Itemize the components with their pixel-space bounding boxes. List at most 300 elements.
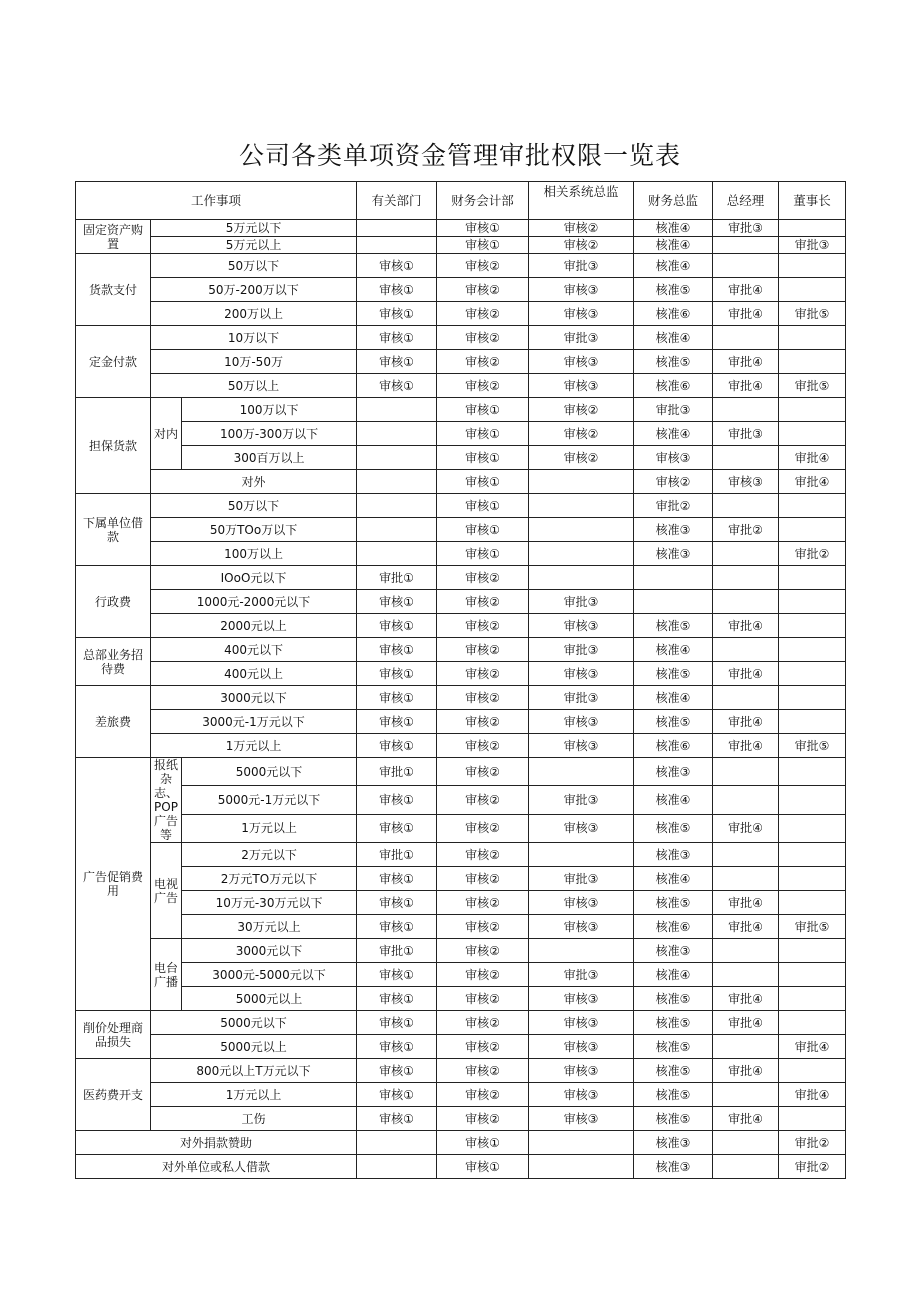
approval-cell	[779, 422, 846, 446]
approval-cell: 审核②	[437, 786, 529, 814]
row-label: 3000元以下	[182, 939, 357, 963]
approval-cell: 审批③	[529, 686, 634, 710]
approval-cell: 核准⑤	[634, 814, 713, 842]
approval-cell: 审核②	[437, 326, 529, 350]
approval-cell	[779, 686, 846, 710]
approval-cell: 审批③	[634, 398, 713, 422]
approval-cell: 审核①	[357, 350, 437, 374]
group-label: 医药费开支	[76, 1059, 151, 1131]
column-header: 相关系统总监	[529, 182, 634, 220]
approval-cell	[713, 1083, 779, 1107]
approval-cell: 审核③	[529, 1011, 634, 1035]
approval-cell: 审核①	[437, 398, 529, 422]
approval-cell: 核准④	[634, 237, 713, 254]
approval-cell: 审批④	[713, 1011, 779, 1035]
approval-cell: 审核②	[437, 590, 529, 614]
column-header: 总经理	[713, 182, 779, 220]
approval-cell: 审批④	[713, 1107, 779, 1131]
row-label: 10万-50万	[151, 350, 357, 374]
approval-cell: 审批③	[529, 867, 634, 891]
table-row	[76, 254, 846, 278]
approval-cell: 审核①	[437, 220, 529, 237]
approval-cell: 审批④	[713, 614, 779, 638]
approval-cell: 核准④	[634, 686, 713, 710]
table-row	[76, 710, 846, 734]
row-label: 2000元以上	[151, 614, 357, 638]
approval-cell: 审批④	[713, 350, 779, 374]
table-row	[76, 470, 846, 494]
approval-cell: 审核①	[357, 814, 437, 842]
approval-cell: 审核②	[634, 470, 713, 494]
table-row	[76, 278, 846, 302]
table-row	[76, 662, 846, 686]
table-row	[76, 614, 846, 638]
approval-cell	[779, 786, 846, 814]
table-row	[76, 1035, 846, 1059]
row-label: 1000元-2000元以下	[151, 590, 357, 614]
approval-cell	[357, 237, 437, 254]
approval-cell	[713, 638, 779, 662]
column-header: 财务总监	[634, 182, 713, 220]
approval-cell: 审核①	[437, 1131, 529, 1155]
group-label: 货款支付	[76, 254, 151, 326]
approval-cell: 审核③	[529, 614, 634, 638]
approval-cell: 核准③	[634, 1155, 713, 1179]
approval-cell: 审核①	[357, 254, 437, 278]
approval-cell: 审核①	[357, 734, 437, 758]
approval-cell: 审核②	[437, 1059, 529, 1083]
approval-cell: 审核①	[357, 987, 437, 1011]
approval-cell: 核准④	[634, 220, 713, 237]
approval-cell: 审核③	[529, 710, 634, 734]
approval-cell: 核准⑥	[634, 734, 713, 758]
approval-cell: 核准⑤	[634, 1011, 713, 1035]
approval-cell	[779, 867, 846, 891]
table-row	[76, 1155, 846, 1179]
row-label: 2万元TO万元以下	[182, 867, 357, 891]
approval-cell	[713, 786, 779, 814]
approval-cell: 审批③	[713, 220, 779, 237]
approval-cell: 审核②	[529, 237, 634, 254]
approval-cell: 审核③	[529, 1083, 634, 1107]
approval-cell: 审核②	[437, 915, 529, 939]
approval-cell: 审核①	[357, 891, 437, 915]
approval-cell: 审批③	[529, 786, 634, 814]
approval-cell: 审核①	[357, 1059, 437, 1083]
subgroup-label: 报纸杂志、POP广告等	[151, 758, 182, 843]
approval-cell: 审批⑤	[779, 915, 846, 939]
approval-cell: 审核②	[437, 814, 529, 842]
approval-cell	[634, 590, 713, 614]
approval-cell	[779, 220, 846, 237]
approval-cell: 审批④	[713, 987, 779, 1011]
approval-cell: 审批④	[713, 302, 779, 326]
approval-cell	[357, 446, 437, 470]
table-row	[76, 350, 846, 374]
approval-cell: 审核②	[437, 758, 529, 786]
row-label: 3000元-1万元以下	[151, 710, 357, 734]
approval-cell: 审核②	[437, 686, 529, 710]
approval-cell: 审核③	[529, 987, 634, 1011]
approval-cell	[779, 326, 846, 350]
approval-cell: 核准④	[634, 422, 713, 446]
approval-cell: 审核①	[357, 614, 437, 638]
approval-cell: 审批②	[779, 1155, 846, 1179]
row-label: 3000元-5000元以下	[182, 963, 357, 987]
approval-cell: 审核③	[529, 1035, 634, 1059]
approval-cell	[779, 278, 846, 302]
table-row	[76, 422, 846, 446]
approval-cell: 核准④	[634, 786, 713, 814]
approval-cell: 审核②	[437, 1107, 529, 1131]
approval-cell	[779, 891, 846, 915]
approval-cell: 审批③	[779, 237, 846, 254]
approval-cell	[779, 710, 846, 734]
approval-cell	[529, 1155, 634, 1179]
approval-cell	[357, 542, 437, 566]
approval-cell: 审批③	[529, 254, 634, 278]
approval-cell: 审批④	[779, 470, 846, 494]
table-row	[76, 1107, 846, 1131]
row-label: 50万以下	[151, 254, 357, 278]
row-label: 200万以上	[151, 302, 357, 326]
table-row	[76, 302, 846, 326]
approval-cell: 审批④	[713, 814, 779, 842]
table-row	[76, 638, 846, 662]
approval-cell	[779, 1011, 846, 1035]
approval-cell: 审核②	[437, 734, 529, 758]
row-label: 10万以下	[151, 326, 357, 350]
approval-cell	[779, 1059, 846, 1083]
approval-cell: 审核②	[437, 662, 529, 686]
approval-cell	[357, 422, 437, 446]
approval-cell	[779, 987, 846, 1011]
approval-cell: 审核③	[713, 470, 779, 494]
approval-cell: 审核①	[357, 963, 437, 987]
group-label: 削价处理商品损失	[76, 1011, 151, 1059]
approval-cell	[357, 220, 437, 237]
approval-cell: 审批④	[713, 278, 779, 302]
approval-cell: 审核①	[357, 1011, 437, 1035]
approval-cell: 审核③	[529, 302, 634, 326]
approval-cell: 审批⑤	[779, 302, 846, 326]
approval-cell	[529, 566, 634, 590]
table-row	[76, 814, 846, 842]
table-row	[76, 867, 846, 891]
table-row	[76, 686, 846, 710]
column-header: 有关部门	[357, 182, 437, 220]
approval-cell	[357, 470, 437, 494]
approval-cell	[713, 758, 779, 786]
approval-cell	[529, 542, 634, 566]
approval-cell: 核准⑤	[634, 987, 713, 1011]
row-label: 1万元以上	[151, 734, 357, 758]
approval-cell	[357, 398, 437, 422]
approval-cell: 审核②	[529, 446, 634, 470]
table-row	[76, 494, 846, 518]
table-row	[76, 786, 846, 814]
approval-cell: 审核①	[357, 915, 437, 939]
column-header: 财务会计部	[437, 182, 529, 220]
approval-cell	[713, 867, 779, 891]
group-label: 广告促销费用	[76, 758, 151, 1011]
row-label: 100万-300万以下	[182, 422, 357, 446]
approval-cell	[779, 814, 846, 842]
column-header: 董事长	[779, 182, 846, 220]
approval-cell: 核准③	[634, 518, 713, 542]
row-label: IOoO元以下	[151, 566, 357, 590]
approval-cell	[713, 939, 779, 963]
group-label: 下属单位借款	[76, 494, 151, 566]
approval-cell: 审批②	[634, 494, 713, 518]
approval-table	[75, 181, 846, 1179]
approval-cell	[779, 843, 846, 867]
approval-cell: 审核②	[437, 566, 529, 590]
approval-cell: 审核②	[437, 254, 529, 278]
approval-cell: 核准③	[634, 542, 713, 566]
approval-cell: 核准⑥	[634, 302, 713, 326]
table-row	[76, 1083, 846, 1107]
approval-cell: 审核②	[437, 1011, 529, 1035]
approval-cell	[529, 758, 634, 786]
approval-cell: 审核①	[437, 494, 529, 518]
approval-cell: 审核①	[357, 302, 437, 326]
row-label: 800元以上T万元以下	[151, 1059, 357, 1083]
approval-cell: 审批③	[529, 326, 634, 350]
row-label: 50万TOo万以下	[151, 518, 357, 542]
row-label: 3000元以下	[151, 686, 357, 710]
table-row	[76, 237, 846, 254]
approval-cell	[713, 1155, 779, 1179]
approval-cell: 审核①	[357, 1083, 437, 1107]
approval-cell: 审批③	[529, 638, 634, 662]
row-label: 5000元以下	[151, 1011, 357, 1035]
approval-cell	[779, 398, 846, 422]
row-label: 5000元以上	[151, 1035, 357, 1059]
approval-cell: 审核②	[529, 398, 634, 422]
approval-cell	[357, 494, 437, 518]
approval-cell: 审批②	[779, 542, 846, 566]
row-label: 50万以上	[151, 374, 357, 398]
approval-cell: 审核③	[529, 891, 634, 915]
approval-cell	[779, 494, 846, 518]
approval-cell	[713, 494, 779, 518]
approval-cell	[529, 494, 634, 518]
approval-cell: 核准⑤	[634, 1083, 713, 1107]
approval-cell	[779, 590, 846, 614]
row-label: 5000元以上	[182, 987, 357, 1011]
approval-cell	[779, 614, 846, 638]
row-label: 2万元以下	[182, 843, 357, 867]
approval-cell: 审核①	[437, 1155, 529, 1179]
table-row	[76, 963, 846, 987]
approval-cell: 审核②	[437, 963, 529, 987]
approval-cell	[713, 398, 779, 422]
row-label: 5万元以上	[151, 237, 357, 254]
table-row	[76, 939, 846, 963]
row-label: 5000元以下	[182, 758, 357, 786]
approval-cell: 审批④	[713, 891, 779, 915]
table-row	[76, 1131, 846, 1155]
approval-cell: 审核①	[437, 542, 529, 566]
approval-cell	[779, 518, 846, 542]
approval-cell: 核准③	[634, 939, 713, 963]
approval-cell: 审核③	[634, 446, 713, 470]
approval-cell	[713, 590, 779, 614]
approval-cell: 审核③	[529, 1059, 634, 1083]
approval-cell	[713, 326, 779, 350]
approval-cell: 审核①	[437, 446, 529, 470]
approval-cell: 核准⑥	[634, 915, 713, 939]
item-label: 对外单位或私人借款	[76, 1155, 357, 1179]
approval-cell	[713, 843, 779, 867]
table-row	[76, 843, 846, 867]
approval-cell	[779, 638, 846, 662]
approval-cell	[779, 939, 846, 963]
approval-cell: 审批③	[529, 963, 634, 987]
approval-cell: 审核②	[437, 1083, 529, 1107]
table-row	[76, 566, 846, 590]
approval-cell	[529, 843, 634, 867]
row-label: 400元以下	[151, 638, 357, 662]
approval-cell: 审核①	[437, 470, 529, 494]
table-row	[76, 398, 846, 422]
approval-cell: 核准⑤	[634, 350, 713, 374]
row-label: 50万以下	[151, 494, 357, 518]
approval-cell: 审批①	[357, 758, 437, 786]
approval-cell: 核准⑤	[634, 891, 713, 915]
table-row	[76, 326, 846, 350]
approval-cell: 审核②	[437, 939, 529, 963]
approval-cell: 审核②	[437, 278, 529, 302]
approval-cell: 核准⑥	[634, 374, 713, 398]
row-label: 100万以下	[182, 398, 357, 422]
approval-cell	[779, 254, 846, 278]
approval-cell	[713, 1035, 779, 1059]
row-label: 对外	[151, 470, 357, 494]
approval-cell	[357, 1131, 437, 1155]
approval-cell: 核准③	[634, 1131, 713, 1155]
approval-cell: 核准④	[634, 867, 713, 891]
approval-cell	[357, 518, 437, 542]
approval-cell: 审核②	[437, 843, 529, 867]
group-label: 总部业务招待费	[76, 638, 151, 686]
approval-cell	[634, 566, 713, 590]
approval-cell: 核准⑤	[634, 614, 713, 638]
item-label: 对外捐款赞助	[76, 1131, 357, 1155]
approval-cell: 审批④	[779, 1035, 846, 1059]
row-label: 工伤	[151, 1107, 357, 1131]
approval-cell	[713, 963, 779, 987]
approval-cell: 审批④	[779, 446, 846, 470]
approval-cell: 核准④	[634, 638, 713, 662]
approval-cell: 审核①	[357, 326, 437, 350]
approval-cell: 核准⑤	[634, 710, 713, 734]
table-row	[76, 734, 846, 758]
approval-cell	[529, 518, 634, 542]
table-row	[76, 1059, 846, 1083]
approval-cell: 审核③	[529, 662, 634, 686]
table-row	[76, 987, 846, 1011]
approval-cell: 审核③	[529, 350, 634, 374]
header-row	[76, 182, 846, 220]
subgroup-label: 电视广告	[151, 843, 182, 939]
approval-cell: 核准⑤	[634, 1059, 713, 1083]
approval-cell: 审核③	[529, 278, 634, 302]
row-label: 5万元以下	[151, 220, 357, 237]
approval-cell	[779, 1107, 846, 1131]
approval-cell	[779, 963, 846, 987]
approval-cell: 审核①	[357, 686, 437, 710]
row-label: 5000元-1万元以下	[182, 786, 357, 814]
approval-cell: 审核①	[437, 237, 529, 254]
approval-cell: 审批③	[529, 590, 634, 614]
approval-cell	[529, 939, 634, 963]
approval-cell: 审核①	[357, 638, 437, 662]
approval-cell: 审核②	[529, 220, 634, 237]
column-header: 工作事项	[76, 182, 357, 220]
row-label: 100万以上	[151, 542, 357, 566]
approval-cell: 审核②	[437, 350, 529, 374]
row-label: 400元以上	[151, 662, 357, 686]
approval-cell: 审核②	[437, 638, 529, 662]
approval-cell	[713, 237, 779, 254]
approval-cell: 审核②	[437, 1035, 529, 1059]
approval-cell: 审核①	[357, 710, 437, 734]
approval-cell	[779, 350, 846, 374]
approval-cell	[713, 254, 779, 278]
approval-cell: 审批⑤	[779, 374, 846, 398]
table-row	[76, 758, 846, 786]
table-row	[76, 915, 846, 939]
approval-cell: 核准③	[634, 843, 713, 867]
approval-cell	[713, 1131, 779, 1155]
approval-cell: 核准⑤	[634, 278, 713, 302]
table-row	[76, 891, 846, 915]
approval-cell: 审核③	[529, 1107, 634, 1131]
approval-cell: 核准④	[634, 326, 713, 350]
approval-cell: 核准⑤	[634, 1107, 713, 1131]
approval-cell: 审批④	[713, 915, 779, 939]
approval-cell: 审批①	[357, 843, 437, 867]
approval-cell: 审核②	[437, 614, 529, 638]
approval-cell: 审核①	[357, 867, 437, 891]
row-label: 10万元-30万元以下	[182, 891, 357, 915]
approval-cell	[713, 566, 779, 590]
table-row	[76, 220, 846, 237]
approval-cell: 审核③	[529, 915, 634, 939]
table-row	[76, 518, 846, 542]
approval-cell: 审核②	[437, 710, 529, 734]
group-label: 固定资产购置	[76, 220, 151, 254]
approval-cell: 审批①	[357, 939, 437, 963]
row-label: 1万元以上	[151, 1083, 357, 1107]
page-title: 公司各类单项资金管理审批权限一览表	[238, 141, 681, 170]
row-label: 300百万以上	[182, 446, 357, 470]
approval-cell: 核准③	[634, 758, 713, 786]
group-label: 差旅费	[76, 686, 151, 758]
approval-cell	[529, 1131, 634, 1155]
approval-cell: 审核①	[357, 662, 437, 686]
approval-cell: 核准⑤	[634, 1035, 713, 1059]
approval-cell	[779, 662, 846, 686]
approval-cell: 审核②	[529, 422, 634, 446]
approval-cell: 审批④	[713, 710, 779, 734]
approval-cell: 审批④	[713, 734, 779, 758]
table-row	[76, 374, 846, 398]
approval-cell: 审核①	[357, 786, 437, 814]
approval-cell: 核准④	[634, 963, 713, 987]
